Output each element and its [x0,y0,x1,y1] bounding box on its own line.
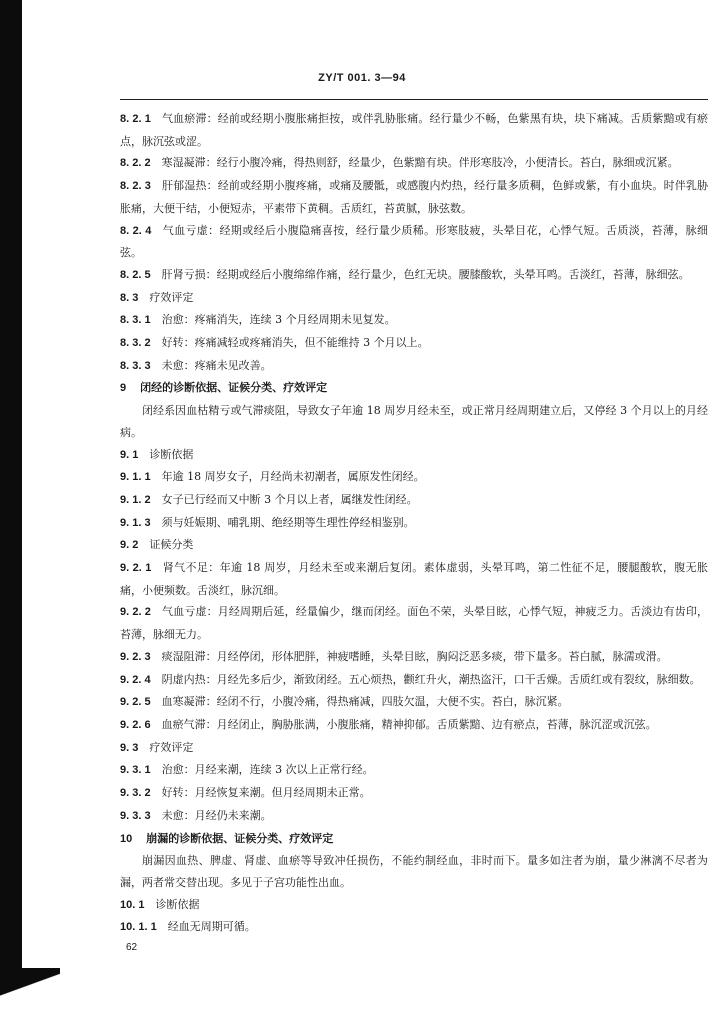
clause-text: 经血无周期可循。 [167,920,256,934]
subsection-heading [120,287,708,310]
clause-number: 9. 2. 3 [120,650,151,663]
clause [120,646,708,669]
clause [120,669,708,692]
clause [120,332,708,355]
clause [120,355,708,378]
clause-text: 女子已行经而又中断 3 个月以上者，属继发性闭经。 [161,492,418,506]
clause-number: 9. 2. 6 [120,718,151,731]
clause-number: 8. 2. 5 [120,268,151,281]
clause-text: 血寒凝滞：经闭不行，小腹冷痛，得热痛减，四肢欠温，大便不实。苔白，脉沉紧。 [161,695,569,709]
section-heading [120,828,708,851]
page-number: 62 [126,942,138,953]
clause-text: 痰湿阻滞：月经停闭，形体肥胖，神疲嗜睡，头晕目眩，胸闷泛恶多痰，带下量多。苔白腻，脉濡或滑。 [161,649,668,663]
clause [120,916,708,939]
section-number: 10 [120,832,133,845]
clause-text: 须与妊娠期、哺乳期、绝经期等生理性停经相鉴别。 [161,515,415,529]
clause-text: 肾气不足：年逾 18 周岁，月经未至或来潮后复闭。素体虚弱，头晕耳鸣，第二性征不足，腰腿酸软，腹无胀痛，小便频数。舌淡红，脉沉细。 [120,561,708,597]
header-rule [120,99,708,100]
clause [120,512,708,535]
clause-number: 10. 1. 1 [120,921,157,934]
clause-number: 9. 1. 2 [120,493,151,506]
clause-text: 气血瘀滞：经前或经期小腹胀痛拒按，或伴乳胁胀痛。经行量少不畅，色紫黑有块，块下痛减。舌质紫黯或有瘀点，脉沉弦或涩。 [120,112,709,148]
clause-number: 9. 3. 3 [120,809,151,822]
clause-text: 证候分类 [149,538,194,552]
clause-number: 8. 3 [120,291,139,304]
clause [120,782,708,805]
clause-text: 未愈：月经仍未来潮。 [161,808,272,822]
section-number: 9 [120,382,127,395]
clause [120,601,708,645]
clause-number: 8. 2. 2 [120,157,151,170]
clause-number: 9. 2. 5 [120,696,151,709]
clause-text: 疗效评定 [149,740,194,754]
clause [120,805,708,828]
document-body [120,108,708,939]
clause-number: 8. 3. 2 [120,337,151,350]
clause-text: 未愈：疼痛未见改善。 [161,358,272,372]
clause-number: 8. 2. 3 [120,180,151,193]
clause-number: 8. 2. 4 [120,224,152,237]
clause-number: 9. 2. 4 [120,673,151,686]
subsection-heading [120,737,708,760]
clause-text: 疗效评定 [149,290,194,304]
section-title: 崩漏的诊断依据、证候分类、疗效评定 [146,831,334,845]
subsection-heading [120,894,708,917]
section-title: 闭经的诊断依据、证候分类、疗效评定 [140,381,328,395]
section-intro: 闭经系因血枯精亏或气滞痰阻，导致女子年逾 18 周岁月经未至，或正常月经周期建立后，又停经 3 个月以上的月经病。 [120,404,708,439]
section-intro: 崩漏因血热、脾虚、肾虚、血瘀等导致冲任损伤，不能约制经血，非时而下。量多如注者为崩，量少淋漓不尽者为漏，两者常交替出现。多见于子宫功能性出血。 [120,854,708,889]
scan-border-corner [0,968,60,1024]
clause-text: 治愈：月经来潮，连续 3 次以上正常行经。 [161,763,374,777]
clause-text: 气血亏虚：月经周期后延，经量偏少，继而闭经。面色不荣，头晕目眩，心悸气短，神疲乏力。舌淡边有齿印，苔薄，脉细无力。 [120,605,709,642]
clause-text: 肝郁湿热：经前或经期小腹疼痛，或痛及腰骶，或感腹内灼热，经行量多质稠，色鲜或紫，有小血块。时伴乳胁胀痛，大便干结，小便短赤，平素带下黄稠。舌质红，苔黄腻，脉弦数。 [120,179,709,215]
clause-number: 9. 3. 2 [120,787,151,800]
clause [120,489,708,512]
clause [120,152,708,175]
clause-number: 8. 3. 1 [120,314,151,327]
clause [120,264,708,287]
scan-border-left [0,0,22,980]
clause-number: 9. 1. 3 [120,516,151,529]
clause-text: 肝肾亏损：经期或经后小腹绵绵作痛，经行量少，色红无块。腰膝酸软，头晕耳鸣。舌淡红，苔薄，脉细弦。 [161,267,690,281]
clause [120,714,708,737]
clause [120,691,708,714]
clause [120,175,708,219]
clause-number: 8. 2. 1 [120,113,151,125]
clause-text: 好转：疼痛减轻或疼痛消失，但不能维持 3 个月以上。 [161,336,429,350]
clause-number: 9. 2. 2 [120,606,151,619]
clause-text: 阴虚内热：月经先多后少，渐致闭经。五心烦热，颧红升火，潮热盗汗，口干舌燥。舌质红或有裂纹，脉细数。 [161,672,701,686]
subsection-heading [120,444,708,467]
subsection-heading [120,534,708,557]
clause-number: 9. 2. 1 [120,562,152,575]
clause-number: 9. 1. 1 [120,471,151,484]
clause [120,466,708,489]
clause-text: 诊断依据 [155,897,200,911]
clause [120,220,708,264]
clause [120,309,708,332]
clause-number: 10. 1 [120,898,145,911]
clause-text: 治愈：疼痛消失，连续 3 个月经周期未见复发。 [161,313,396,327]
clause-text: 诊断依据 [149,447,194,461]
clause-number: 9. 2 [120,539,139,552]
clause-text: 年逾 18 周岁女子，月经尚未初潮者，属原发性闭经。 [161,470,425,484]
clause-text: 血瘀气滞：月经闭止，胸胁胀满，小腹胀痛，精神抑郁。舌质紫黯、边有瘀点，苔薄，脉沉涩或沉弦。 [161,717,657,731]
clause-number: 9. 3. 1 [120,764,151,777]
document-code: ZY/T 001. 3—94 [318,72,406,84]
clause-number: 9. 1 [120,448,139,461]
clause [120,759,708,782]
clause-text: 寒湿凝滞：经行小腹冷痛，得热则舒，经量少，色紫黯有块。伴形寒肢冷，小便清长。苔白，脉细或沉紧。 [161,156,679,170]
clause-number: 9. 3 [120,741,139,754]
section-heading [120,377,708,400]
clause-text: 气血亏虚：经期或经后小腹隐痛喜按，经行量少质稀。形寒肢疲，头晕目花，心悸气短。舌质淡，苔薄，脉细弦。 [120,223,709,260]
clause-number: 8. 3. 3 [120,359,151,372]
clause [120,108,708,152]
clause [120,557,708,601]
clause-text: 好转：月经恢复来潮。但月经周期未正常。 [161,786,371,800]
